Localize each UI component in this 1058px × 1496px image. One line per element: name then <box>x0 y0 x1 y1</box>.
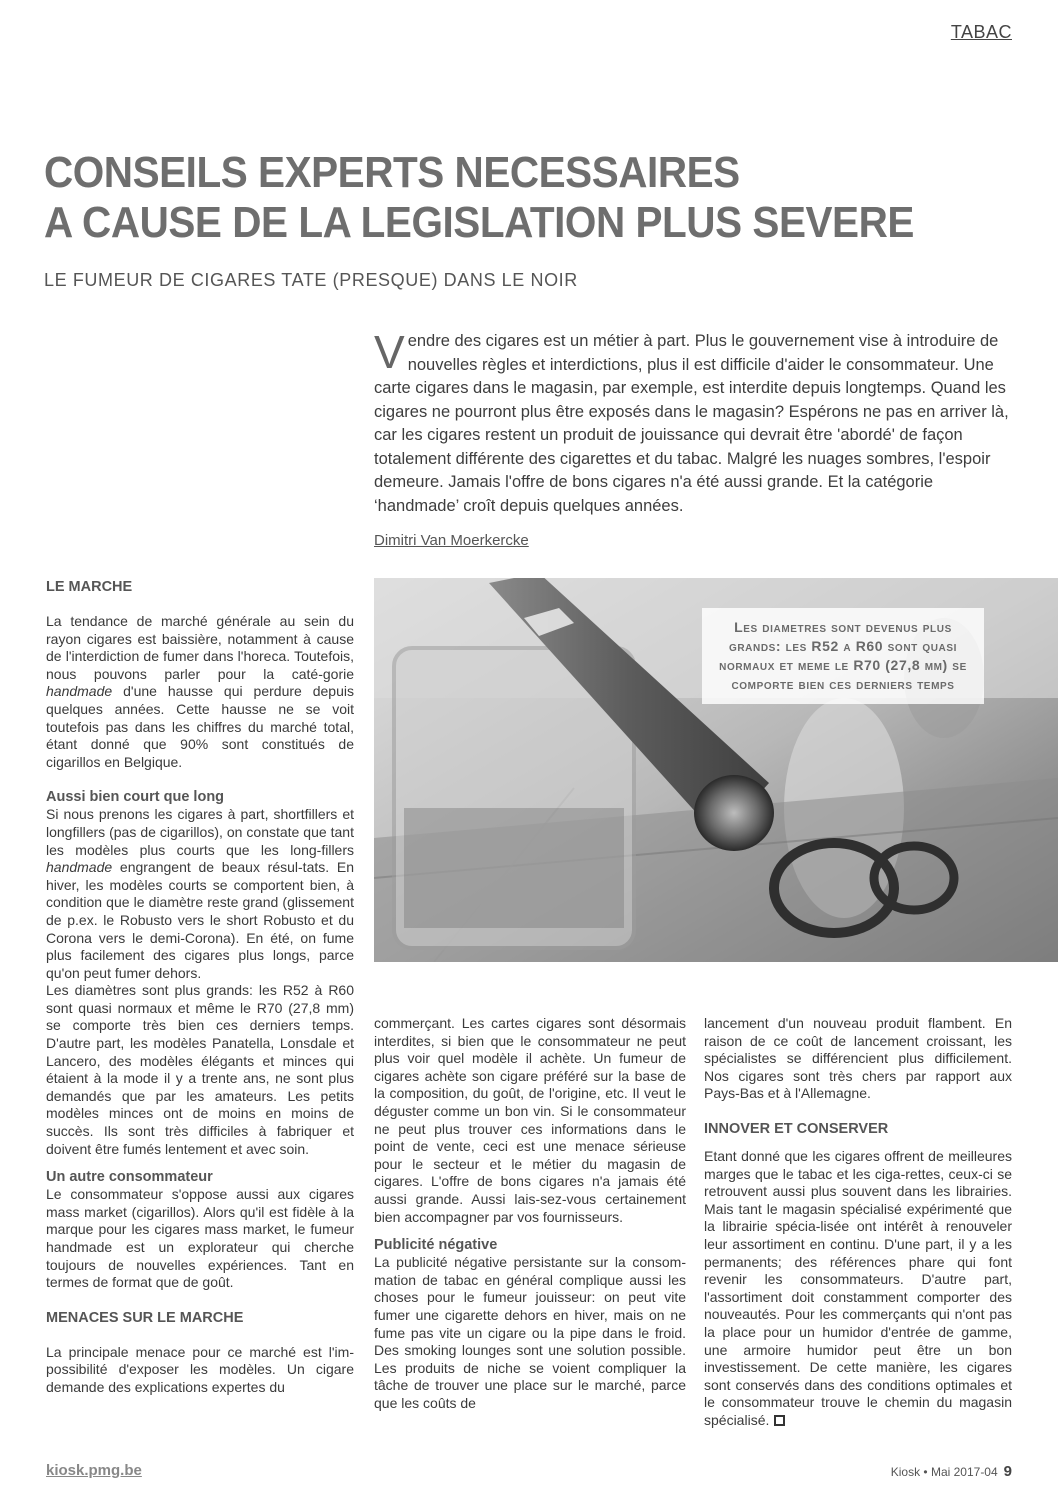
heading-innover: INNOVER ET CONSERVER <box>704 1120 889 1137</box>
page-number: 9 <box>1003 1463 1012 1480</box>
column-2 <box>374 1015 686 1412</box>
subheading-publicite-negative: Publicité négative <box>374 1237 498 1254</box>
subheading-autre-consommateur: Un autre consommateur <box>46 1169 213 1186</box>
subtitle: LE FUMEUR DE CIGARES TATE (PRESQUE) DANS LE NOIR <box>44 270 578 290</box>
section-tag: TABAC <box>950 22 1012 42</box>
headline-line-1: CONSEILS EXPERTS NECESSAIRES <box>44 148 740 197</box>
paragraph: Le consommateur s'oppose aussi aux cigares mass market (cigarillos). Alors qu'il est fidèle à la marque pour les cigares mass market, le fumeur handmade est un explorateur qui cherche toujours de nouvelles expériences. Tant en termes de format que de goût. <box>46 1186 354 1291</box>
headline-line-2: A CAUSE DE LA LEGISLATION PLUS SEVERE <box>44 198 914 247</box>
footer-issue <box>891 1463 1012 1480</box>
paragraph: commerçant. Les cartes cigares sont désormais interdites, si bien que le consommateur ne peut plus voir quel modèle il achète. Un fumeur de cigares achète son cigare préféré sur la base de la composition, du goût, de l'origine, etc. Il veut le déguster comme un bon vin. Si le consommateur ne peut plus trouver ces informations dans le point de vente, ceci est une menace sérieuse pour le secteur et le métier du magasin de cigares. L'offre de bons cigares n'a jamais été aussi grande. Aussi lais-sez-vous certainement bien accompagner par vos fournisseurs. <box>374 1015 686 1225</box>
paragraph: La publicité négative persistante sur la consom-mation de tabac en général complique aussi les choses pour le fumeur jouisseur: on peut vite fumer une cigarette dehors en hiver, mais on ne fume pas vite un cigare ou la pipe dans le froid. Des smoking lounges sont une solution possible. Les produits de niche se voient compliquer la tâche de trouver une place sur le marché, parce que les coûts de <box>374 1254 686 1411</box>
paragraph: Les diamètres sont plus grands: les R52 à R60 sont quasi normaux et même le R70 (27,8 mm) se comporte très bien ces derniers temps. D'autre part, les modèles Panatella, Lonsdale et Lancero, des modèles élégants et minces qui étaient à la mode il y a trente ans, ne sont plus demandés que par les amateurs. Les petits modèles minces ont de moins en moins de succès. Ils sont très difficiles à fabriquer et doivent être fumés lentement et avec soin. <box>46 982 354 1157</box>
paragraph: La principale menace pour ce marché est l'im-possibilité d'exposer les modèles. Un cigare demande des explications expertes du <box>46 1343 354 1395</box>
footer-website-link[interactable]: kiosk.pmg.be <box>46 1462 142 1479</box>
paragraph: lancement d'un nouveau produit flambent. En raison de ce coût de lancement croissant, les spécialistes se différencient plus difficilement. Nos cigares sont très chers par rapport aux Pays-Bas et à l'Allemagne. <box>704 1015 1012 1102</box>
headline <box>44 148 1024 248</box>
drop-cap: V <box>374 326 405 378</box>
heading-menaces: MENACES SUR LE MARCHE <box>46 1309 244 1326</box>
paragraph: Etant donné que les cigares offrent de meilleures marges que le tabac et les ciga-rettes, ceux-ci se retrouvent aussi plus souvent dans les librairies. Mais tant le magasin spécialisé expérimenté que la librairie spécia-lisée ont intérêt à renouveler leur assortiment en continu. D'une part, il y a les permanents; des références phare qui font revenir les consommateurs. D'autre part, l'assortiment doit constamment comporter des nouveautés. Pour les commerçants qui n'ont pas la place pour un humidor d'entrée de gamme, une armoire humidor peut être un bon investissement. De cette manière, les cigares sont conservés dans des conditions optimales et le consommateur trouve le chemin du magasin spécialisé. <box>704 1147 1012 1428</box>
paragraph: Si nous prenons les cigares à part, shortfillers et longfillers (pas de cigarillos), on constate que tant les modèles plus courts que les long-fillers handmade engrangent de beaux résul-tats. En hiver, les modèles courts se comportent bien, à condition que le diamètre reste grand (glissement de p.ex. le Robusto vers le short Robusto et du Corona vers le demi-Corona). En été, on fume plus facilement des cigares plus longs, parce qu'on peut fumer dehors. <box>46 806 354 981</box>
subheading-aussi-bien: Aussi bien court que long <box>46 789 225 806</box>
column-1 <box>46 578 354 1397</box>
intro-paragraph <box>374 326 1014 518</box>
author-byline[interactable]: Dimitri Van Moerkercke <box>374 532 529 549</box>
column-3 <box>704 1015 1012 1429</box>
intro-text: endre des cigares est un métier à part. Plus le gouvernement vise à introduire de nouvelles règles et interdictions, plus il est difficile d'aider le consommateur. Une carte cigares dans le magasin, par exemple, est interdite depuis longtemps. Quand les cigares ne pourront plus être exposés dans le magasin? Espérons ne pas en arriver là, car les cigares restent un produit de jouissance qui devrait être 'abordé' de façon totalement différente des cigarettes et du tabac. Malgré les nuages sombres, l'espoir demeure. Jamais l'offre de bons cigares n'a été aussi grande. Et la catégorie ‘handmade’ croît depuis quelques années. <box>374 332 1009 515</box>
pull-quote: Les diametres sont devenus plus grands: les R52 a R60 sont quasi normaux et meme le R70 (27,8 mm) se comporte bien ces derniers temps <box>702 608 984 704</box>
heading-le-marche: LE MARCHE <box>46 579 133 595</box>
issue-label: Kiosk • Mai 2017-04 <box>890 1465 998 1479</box>
paragraph: La tendance de marché générale au sein du rayon cigares est baissière, notamment à cause de l'interdiction de fumer dans l'horeca. Toutefois, nous pouvons parler pour la caté-gorie handmade d'une hausse qui perdure depuis quelques années. Cette hausse ne se voit toutefois pas dans les chiffres du marché total, étant donné que 90% sont constitués de cigarillos en Belgique. <box>46 613 354 770</box>
end-of-article-icon <box>774 1415 785 1426</box>
